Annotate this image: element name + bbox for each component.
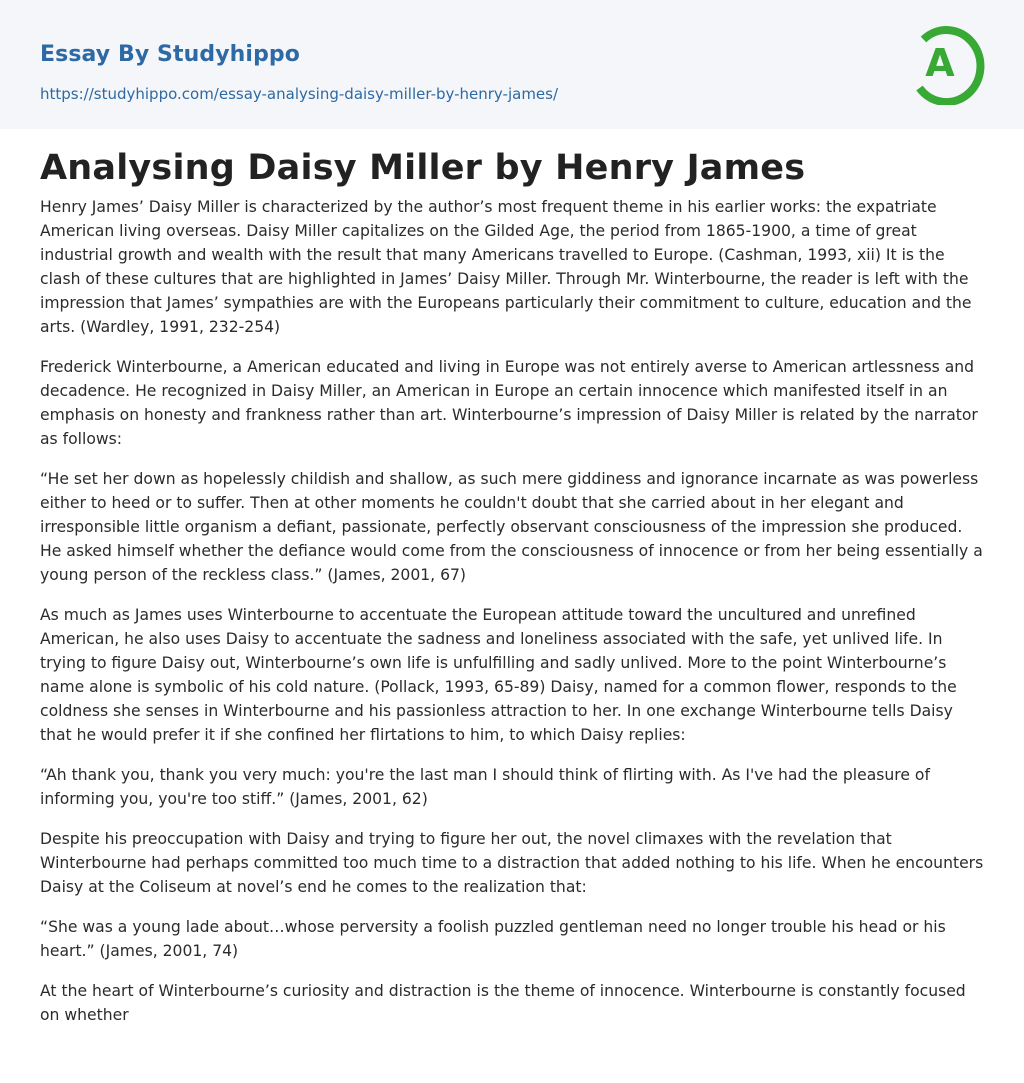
- site-header: [0, 0, 1024, 129]
- essay-paragraph: Despite his preoccupation with Daisy and trying to figure her out, the novel climaxes with the revelation that Winterbourne had perhaps committed too much time to a distraction that added nothing to his life. When he encounters Daisy at the Coliseum at novel’s end he comes to the realization that:: [40, 830, 984, 896]
- essay-url-link[interactable]: https://studyhippo.com/essay-analysing-daisy-miller-by-henry-james/: [40, 85, 559, 103]
- essay-paragraph: Frederick Winterbourne, a American educated and living in Europe was not entirely averse to American artlessness and decadence. He recognized in Daisy Miller, an American in Europe an certain innocence which manifested itself in an emphasis on honesty and frankness rather than art. Winterbourne’s impression of Daisy Miller is related by the narrator as follows:: [40, 358, 978, 448]
- site-brand[interactable]: Essay By Studyhippo: [40, 42, 300, 67]
- essay-quote: “She was a young lade about…whose perversity a foolish puzzled gentleman need no longer trouble his head or his heart.” (James, 2001, 74): [40, 918, 946, 960]
- essay-title: Analysing Daisy Miller by Henry James: [40, 148, 806, 188]
- essay-paragraph: At the heart of Winterbourne’s curiosity and distraction is the theme of innocence. Winterbourne is constantly focused on whether: [40, 982, 966, 1024]
- essay-paragraph: As much as James uses Winterbourne to accentuate the European attitude toward the uncultured and unrefined American, he also uses Daisy to accentuate the sadness and loneliness associated with the safe, yet unlived life. In trying to figure Daisy out, Winterbourne’s own life is unfulfilling and sadly unlived. More to the point Winterbourne’s name alone is symbolic of his cold nature. (Pollack, 1993, 65-89) Daisy, named for a common flower, responds to the coldness she senses in Winterbourne and his passionless attraction to her. In one exchange Winterbourne tells Daisy that he would prefer it if she confined her flirtations to him, to which Daisy replies:: [40, 606, 957, 744]
- studyhippo-logo-icon[interactable]: [913, 19, 985, 105]
- essay-quote: “He set her down as hopelessly childish and shallow, as such mere giddiness and ignorance incarnate as was powerless either to heed or to suffer. Then at other moments he couldn't doubt that she carried about in her elegant and irresponsible little organism a defiant, passionate, perfectly observant consciousness of the impression she produced. He asked himself whether the defiance would come from the consciousness of innocence or from her being essentially a young person of the reckless class.” (James, 2001, 67): [40, 470, 983, 584]
- essay-paragraph: Henry James’ Daisy Miller is characterized by the author’s most frequent theme in his earlier works: the expatriate American living overseas. Daisy Miller capitalizes on the Gilded Age, the period from 1865-1900, a time of great industrial growth and wealth with the result that many Americans travelled to Europe. (Cashman, 1993, xii) It is the clash of these cultures that are highlighted in James’ Daisy Miller. Through Mr. Winterbourne, the reader is left with the impression that James’ sympathies are with the Europeans particularly their commitment to culture, education and the arts. (Wardley, 1991, 232-254): [40, 198, 972, 336]
- essay-quote: “Ah thank you, thank you very much: you're the last man I should think of flirting with. As I've had the pleasure of informing you, you're too stiff.” (James, 2001, 62): [40, 766, 930, 808]
- logo-letter: A: [925, 41, 955, 85]
- essay-body: [40, 195, 984, 1027]
- essay-content: [0, 129, 1024, 1027]
